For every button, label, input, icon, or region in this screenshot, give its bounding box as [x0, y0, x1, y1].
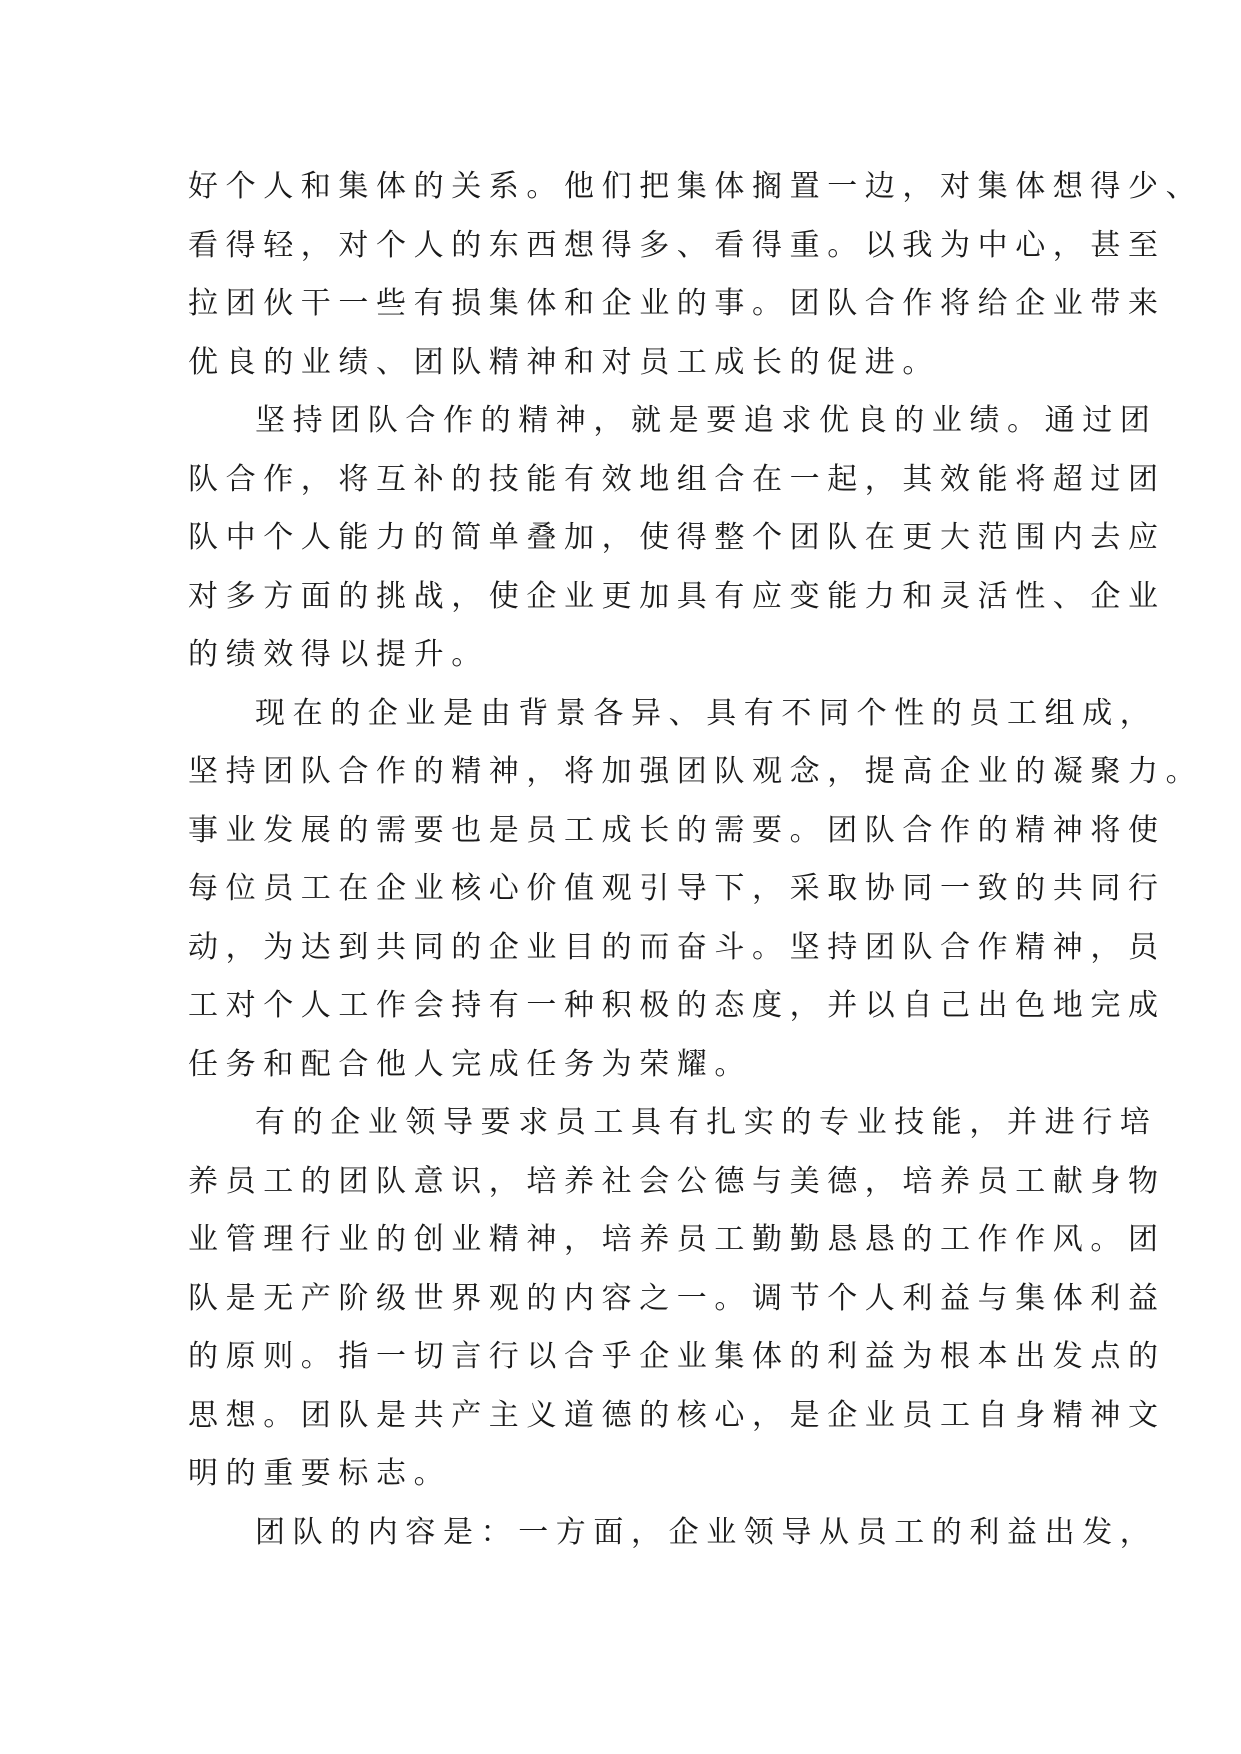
text-line: 的原则。指一切言行以合乎企业集体的利益为根本出发点的 [188, 1339, 1166, 1374]
text-line: 的绩效得以提升。 [188, 637, 489, 672]
paragraph [188, 158, 1204, 392]
text-line: 明的重要标志。 [188, 1456, 452, 1491]
text-line: 好个人和集体的关系。他们把集体搁置一边，对集体想得少、 [188, 169, 1204, 204]
text-line: 看得轻，对个人的东西想得多、看得重。以我为中心，甚至 [188, 227, 1166, 263]
text-line: 每位员工在企业核心价值观引导下，采取协同一致的共同行 [188, 871, 1166, 906]
text-line: 对多方面的挑战，使企业更加具有应变能力和灵活性、企业 [188, 578, 1166, 614]
text-line: 养员工的团队意识，培养社会公德与美德，培养员工献身物 [188, 1163, 1166, 1199]
text-line: 业管理行业的创业精神，培养员工勤勤恳恳的工作作风。团 [188, 1222, 1166, 1257]
text-line: 团队的内容是：一方面，企业领导从员工的利益出发， [255, 1514, 1158, 1550]
text-line: 动，为达到共同的企业目的而奋斗。坚持团队合作精神，员 [188, 929, 1166, 965]
text-line: 现在的企业是由背景各异、具有不同个性的员工组成， [255, 695, 1158, 731]
text-line: 队中个人能力的简单叠加，使得整个团队在更大范围内去应 [188, 520, 1166, 555]
text-line: 有的企业领导要求员工具有扎实的专业技能，并进行培 [255, 1105, 1158, 1140]
paragraph [188, 392, 1166, 685]
text-line: 事业发展的需要也是员工成长的需要。团队合作的精神将使 [188, 812, 1166, 848]
text-line: 坚持团队合作的精神，就是要追求优良的业绩。通过团 [255, 403, 1158, 438]
text-line: 坚持团队合作的精神，将加强团队观念，提高企业的凝聚力。 [188, 754, 1204, 789]
text-line: 任务和配合他人完成任务为荣耀。 [188, 1046, 752, 1082]
text-line: 队是无产阶级世界观的内容之一。调节个人利益与集体利益 [188, 1280, 1166, 1316]
paragraph [188, 685, 1204, 1095]
text-line: 队合作，将互补的技能有效地组合在一起，其效能将超过团 [188, 461, 1166, 497]
paragraph [188, 1094, 1166, 1504]
text-line: 优良的业绩、团队精神和对员工成长的促进。 [188, 344, 940, 380]
paragraph [188, 1504, 1158, 1563]
text-line: 工对个人工作会持有一种积极的态度，并以自己出色地完成 [188, 988, 1166, 1023]
body-text [188, 158, 1204, 1562]
text-line: 拉团伙干一些有损集体和企业的事。团队合作将给企业带来 [188, 286, 1166, 321]
text-line: 思想。团队是共产主义道德的核心，是企业员工自身精神文 [188, 1397, 1166, 1433]
